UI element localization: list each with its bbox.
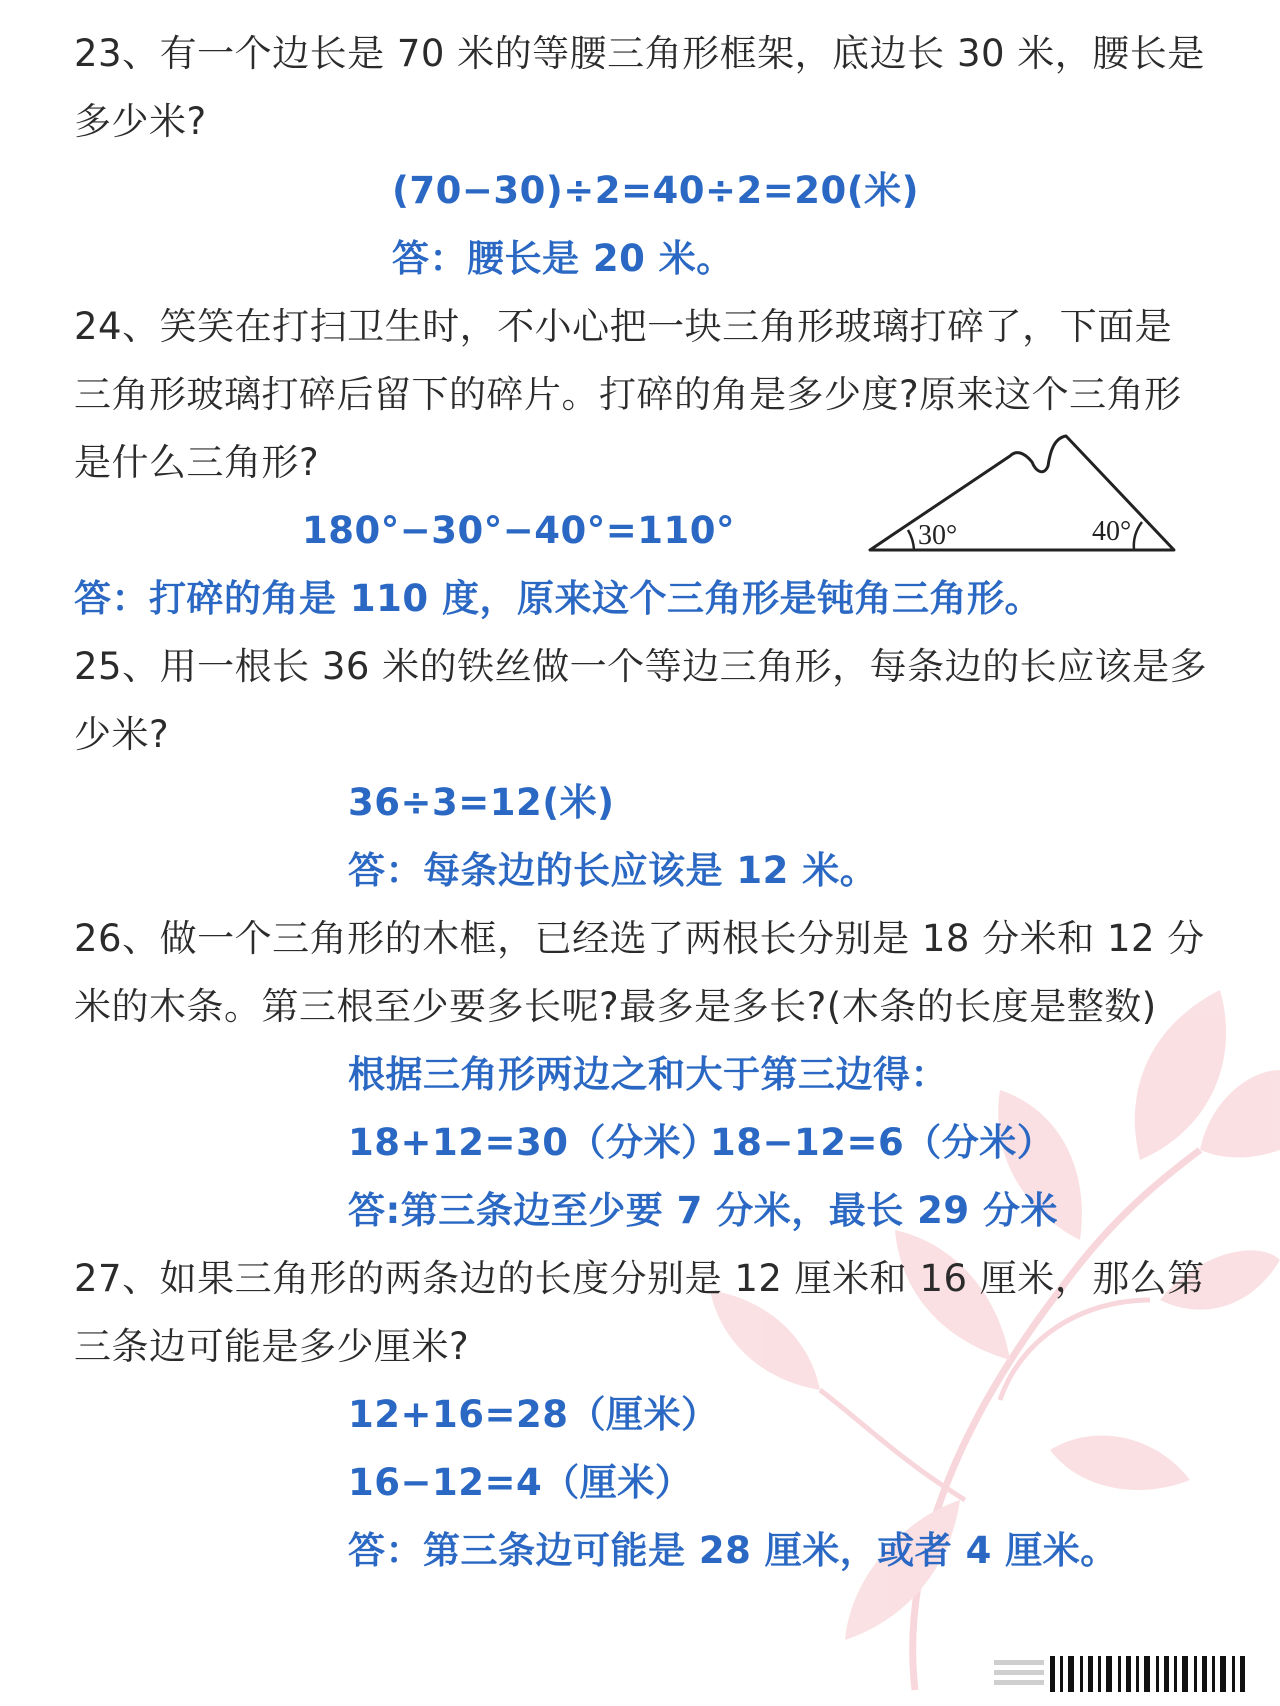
problem-27-sum: 12+16=28（厘米） [348, 1393, 719, 1436]
problem-26-question-line-1: 26、做一个三角形的木框，已经选了两根长分别是 18 分米和 12 分 [74, 917, 1205, 960]
broken-triangle-figure [866, 432, 1178, 556]
problem-23-answer: 答：腰长是 20 米。 [392, 237, 734, 280]
problem-23-question-line-2: 多少米? [74, 100, 207, 143]
problem-24-question-line-1: 24、笑笑在打扫卫生时，不小心把一块三角形玻璃打碎了，下面是 [74, 305, 1173, 348]
problem-24-answer: 答：打碎的角是 110 度，原来这个三角形是钝角三角形。 [74, 577, 1042, 620]
problem-26-rule: 根据三角形两边之和大于第三边得： [348, 1053, 948, 1096]
problem-27-difference: 16−12=4（厘米） [348, 1461, 693, 1504]
problem-25-question-line-1: 25、用一根长 36 米的铁丝做一个等边三角形，每条边的长应该是多 [74, 645, 1208, 688]
barcode-watermark-icon [994, 1650, 1262, 1696]
problem-24-calculation: 180°−30°−40°=110° [302, 509, 735, 552]
problem-25-answer: 答：每条边的长应该是 12 米。 [348, 849, 878, 892]
problem-24-question-line-3: 是什么三角形? [74, 441, 320, 484]
problem-24-question-line-2: 三角形玻璃打碎后留下的碎片。打碎的角是多少度?原来这个三角形 [74, 373, 1182, 416]
angle-30-label: 30° [918, 520, 958, 551]
problem-25-question-line-2: 少米? [74, 713, 170, 756]
problem-26-question-line-2: 米的木条。第三根至少要多长呢?最多是多长?(木条的长度是整数) [74, 985, 1157, 1028]
problem-27-question-line-1: 27、如果三角形的两条边的长度分别是 12 厘米和 16 厘米，那么第 [74, 1257, 1205, 1300]
angle-40-label: 40° [1092, 516, 1132, 547]
problem-27-question-line-2: 三条边可能是多少厘米? [74, 1325, 470, 1368]
problem-26-answer: 答:第三条边至少要 7 分米，最长 29 分米 [348, 1189, 1059, 1232]
problem-25-calculation: 36÷3=12(米) [348, 781, 615, 824]
problem-23-calculation: (70−30)÷2=40÷2=20(米) [392, 169, 920, 212]
problem-26-sum: 18+12=30（分米） [348, 1121, 719, 1164]
problem-27-answer: 答：第三条边可能是 28 厘米，或者 4 厘米。 [348, 1529, 1118, 1572]
problem-23-question-line-1: 23、有一个边长是 70 米的等腰三角形框架，底边长 30 米，腰长是 [74, 32, 1205, 75]
problem-26-difference: 18−12=6（分米） [710, 1121, 1055, 1164]
